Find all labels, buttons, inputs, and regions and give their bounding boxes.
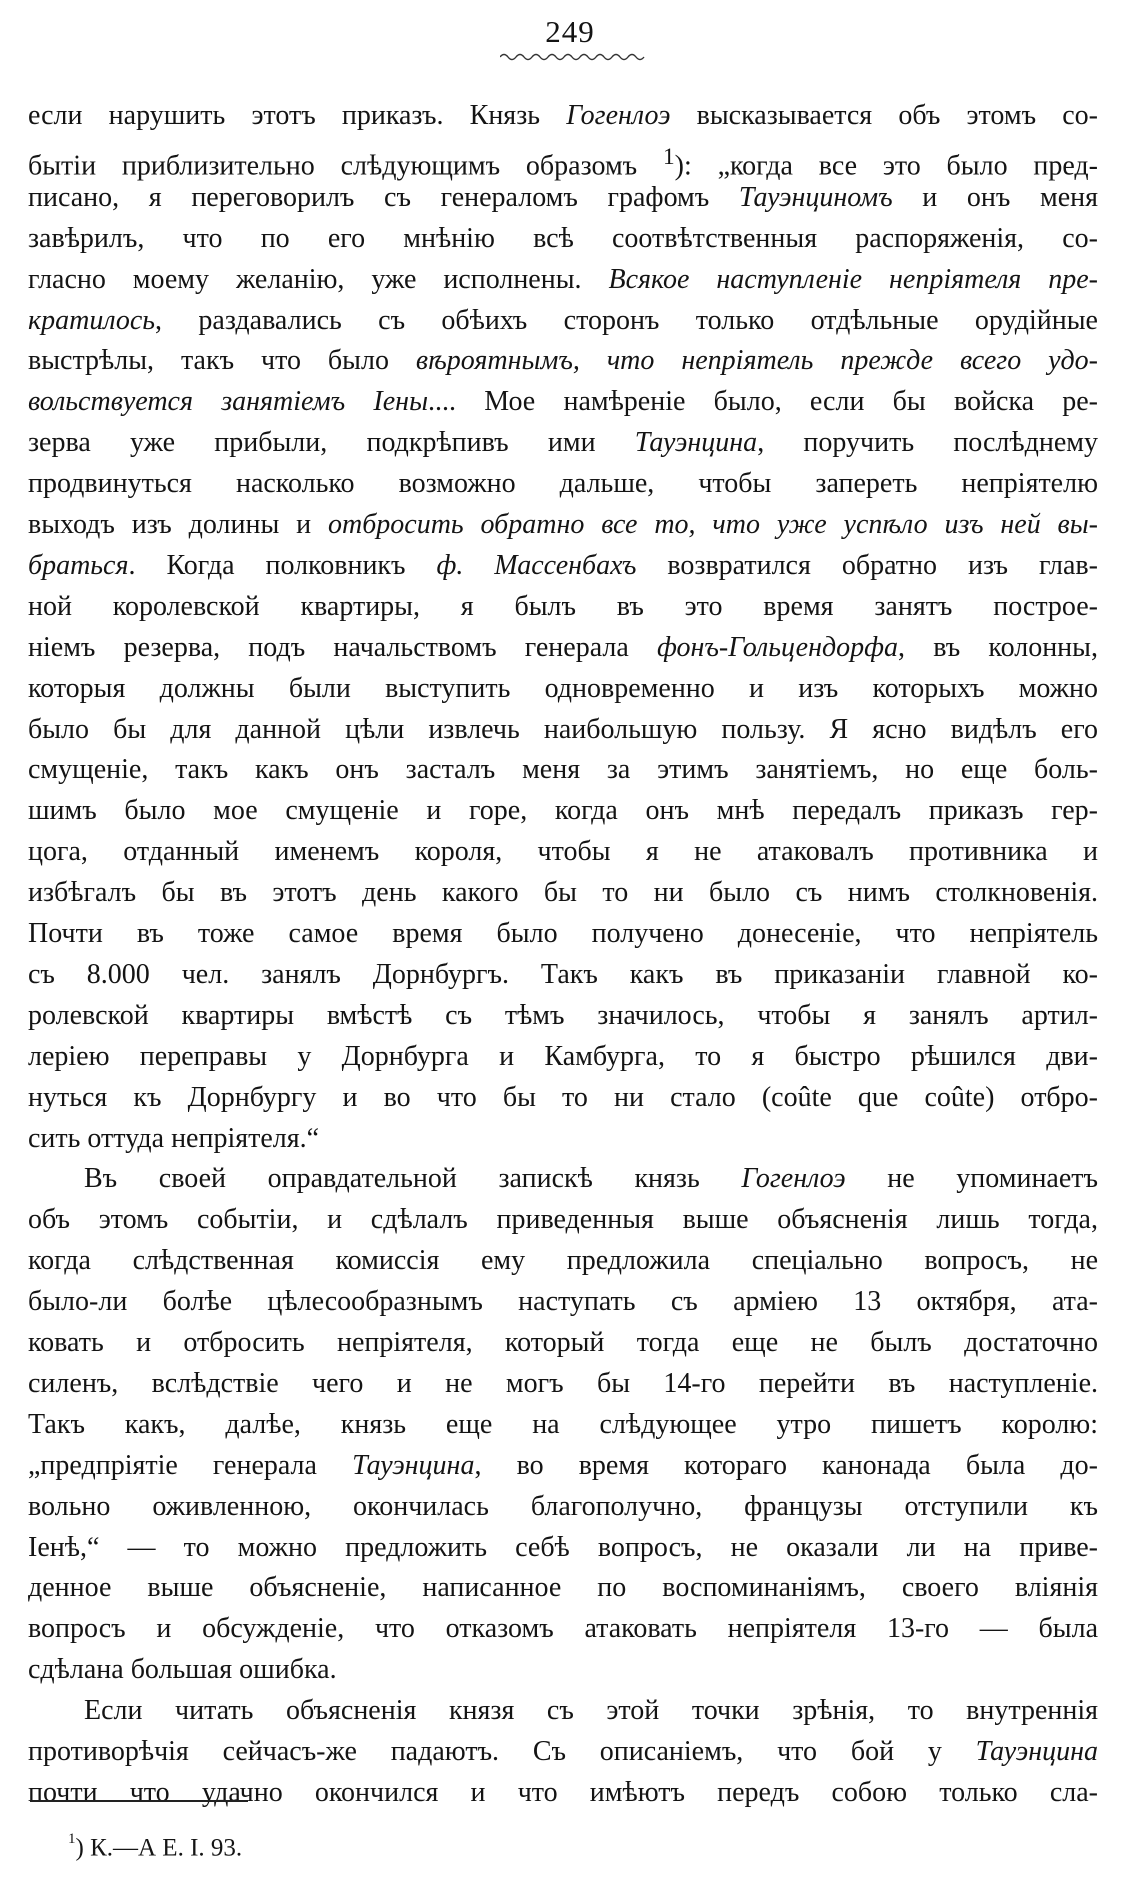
text-line: силенъ, вслѣдствіе чего и не могъ бы 14-го перейти въ наступленіе. [28, 1367, 1098, 1399]
text-line: Іенѣ,“ — то можно предложить себѣ вопросъ, не оказали ли на приве- [28, 1531, 1098, 1563]
footnote-rule [30, 1800, 248, 1802]
text-line: вольствуется занятіемъ Іены.... Мое намѣреніе было, если бы войска ре- [28, 386, 1098, 418]
text-line: было бы для данной цѣли извлечь наибольшую пользу. Я ясно видѣлъ его [28, 713, 1098, 745]
text-line: шимъ было мое смущеніе и горе, когда онъ мнѣ передалъ приказъ гер- [28, 795, 1098, 827]
text-line: Такъ какъ, далѣе, князь еще на слѣдующее утро пишетъ королю: [28, 1408, 1098, 1440]
text-line: выстрѣлы, такъ что было вѣроятнымъ, что непріятель прежде всего удо- [28, 345, 1098, 377]
text-line: ніемъ резерва, подъ начальствомъ генерала фонъ-Гольцендорфа, въ колонны, [28, 631, 1098, 663]
text-line: Если читать объясненія князя съ этой точки зрѣнія, то внутреннія [84, 1695, 1098, 1727]
text-line: леріею переправы у Дорнбурга и Камбурга, то я быстро рѣшился дви- [28, 1040, 1098, 1072]
footnote [68, 1826, 242, 1864]
text-line: кратилось, раздавались съ обѣихъ сторонъ только отдѣльные орудійные [28, 304, 1098, 336]
footnote-marker: 1 [68, 1831, 76, 1847]
page-number: 249 [545, 14, 595, 49]
text-line: вольно оживленною, окончилась благополучно, французы отступили къ [28, 1490, 1098, 1522]
text-line: выходъ изъ долины и отбросить обратно все то, что уже успѣло изъ ней вы- [28, 509, 1099, 540]
text-line: съ 8.000 чел. занялъ Дорнбургъ. Такъ какъ въ приказаніи главной ко- [28, 958, 1098, 990]
text-line: браться. Когда полковникъ ф. Массенбахъ возвратился обратно изъ глав- [28, 549, 1098, 581]
text-line: Въ своей оправдательной запискѣ князь Гогенлоэ не упоминаетъ [84, 1163, 1098, 1195]
text-line: бытіи приблизительно слѣдующимъ образомъ $^1$): „когда все это было пред- [28, 143, 1098, 182]
text-line: если нарушить этотъ приказъ. Князь Гогенлоэ высказывается объ этомъ со- [28, 100, 1098, 131]
text-line: когда слѣдственная комиссія ему предложила спеціально вопросъ, не [28, 1245, 1098, 1277]
text-line: противорѣчія сейчасъ-же падаютъ. Съ описаніемъ, что бой у Тауэнцина [28, 1736, 1098, 1767]
text-line: которыя должны были выступить одновременно и изъ которыхъ можно [28, 672, 1098, 704]
text-line: почти что удачно окончился и что имѣютъ передъ собою только сла- [28, 1776, 1098, 1808]
text-line: „предпріятіе генерала Тауэнцина, во время котораго канонада была до- [28, 1449, 1098, 1481]
text-line: ковать и отбросить непріятеля, который тогда еще не былъ достаточно [28, 1327, 1098, 1358]
text-line: продвинуться насколько возможно дальше, чтобы запереть непріятелю [28, 468, 1098, 500]
footnote-text: ) К.—А Е. I. 93. [75, 1834, 243, 1862]
text-line: цога, отданный именемъ короля, чтобы я не атаковалъ противника и [28, 836, 1098, 868]
text-line: Почти въ тоже самое время было получено донесеніе, что непріятель [28, 918, 1098, 949]
text-line: денное выше объясненіе, написанное по воспоминаніямъ, своего вліянія [28, 1572, 1098, 1604]
text-line: было-ли болѣе цѣлесообразнымъ наступать съ арміею 13 октября, ата- [28, 1286, 1098, 1318]
text-line: нуться къ Дорнбургу и во что бы то ни стало (coûte que coûte) отбро- [28, 1081, 1098, 1113]
text-line: вопросъ и обсужденіе, что отказомъ атаковать непріятеля 13-го — была [28, 1613, 1098, 1645]
text-line: сить оттуда непріятеля.“ [28, 1122, 320, 1154]
text-line: ролевской квартиры вмѣстѣ съ тѣмъ значилось, чтобы я занялъ артил- [28, 999, 1098, 1031]
text-line: избѣгалъ бы въ этотъ день какого бы то ни было съ нимъ столкновенія. [28, 877, 1098, 909]
text-line: завѣрилъ, что по его мнѣнію всѣ соотвѣтственныя распоряженія, со- [28, 222, 1098, 254]
text-line: смущеніе, такъ какъ онъ засталъ меня за этимъ занятіемъ, но еще боль- [28, 754, 1098, 786]
text-line: зерва уже прибыли, подкрѣпивъ ими Тауэнцина, поручить послѣднему [28, 427, 1098, 459]
text-line: ной королевской квартиры, я былъ въ это время занятъ построе- [28, 590, 1098, 622]
text-line: сдѣлана большая ошибка. [28, 1654, 337, 1686]
text-line: гласно моему желанію, уже исполнены. Всякое наступленіе непріятеля пре- [28, 263, 1099, 295]
text-line: писано, я переговорилъ съ генераломъ графомъ Тауэнциномъ и онъ меня [28, 181, 1098, 213]
text-line: объ этомъ событіи, и сдѣлалъ приведенныя выше объясненія лишь тогда, [28, 1204, 1098, 1236]
decorative-wavy-rule [500, 52, 650, 62]
